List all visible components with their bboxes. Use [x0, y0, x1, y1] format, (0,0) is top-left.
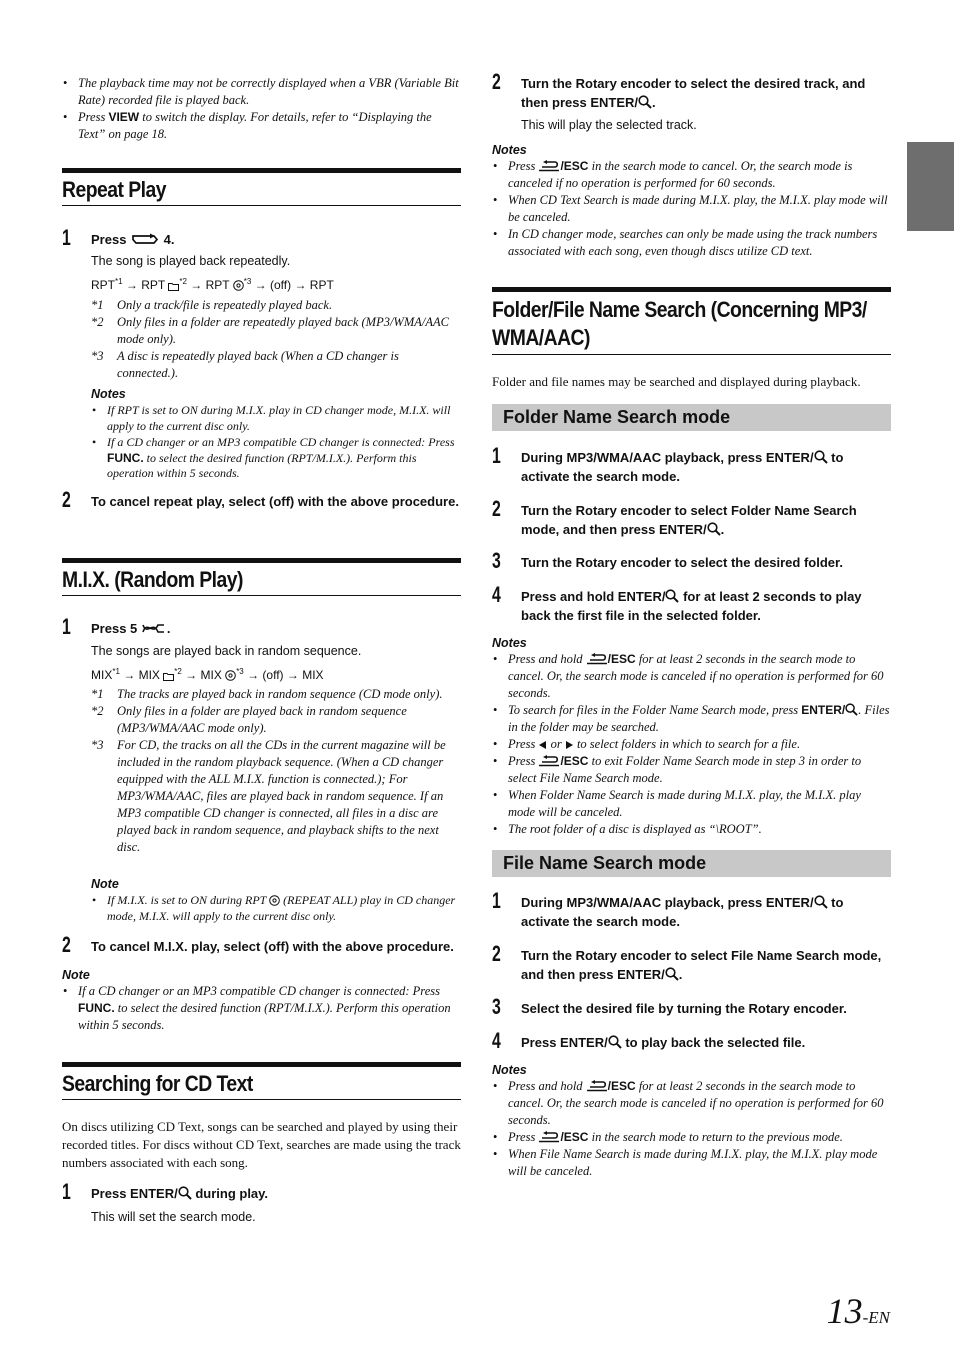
search-icon	[665, 589, 679, 603]
cdtext-step-1	[62, 1180, 461, 1204]
folder-notes	[492, 636, 891, 838]
section-heading-mix	[62, 558, 461, 596]
section-title: M.I.X. (Random Play)	[62, 567, 243, 592]
search-icon	[638, 95, 652, 109]
footnote: *3 For CD, the tracks on all the CDs in the current magazine will be included in the random playback sequence. (When a CD changer equipped with the ALL M.I.X. function is connected.); For MP3/WMA/AAC, files are played back in random sequence. If an MP3 compatible CD changer is connected, all files in a disc are played back in random sequence, and playback shifts to the next disc.	[91, 738, 446, 854]
subheading-title: File Name Search mode	[503, 853, 707, 873]
step-text: Press 4.	[91, 232, 175, 247]
note-item: • The playback time may not be correctly displayed when a VBR (Variable Bit Rate) recorded file is played back.	[62, 75, 461, 109]
step-number: 1	[62, 614, 71, 639]
folder-step-2	[492, 497, 891, 537]
step-number: 2	[492, 496, 501, 521]
step-number: 1	[62, 225, 71, 250]
note-item: • If RPT is set to ON during M.I.X. play in CD changer mode, M.I.X. will apply to the current disc only.	[91, 403, 461, 434]
file-step-2	[492, 942, 891, 982]
step-text: Turn the Rotary encoder to select the desired folder.	[521, 555, 843, 570]
note-item: • Press and hold /ESC for at least 2 seconds in the search mode to cancel. Or, the search mode is canceled if no operation is performed for 60 seconds.	[492, 1078, 891, 1129]
repeat-icon	[130, 233, 160, 246]
return-icon	[538, 160, 560, 172]
subheading-title: Folder Name Search mode	[503, 407, 731, 427]
step-number: 2	[492, 69, 501, 94]
note-item: • Press and hold /ESC for at least 2 seconds in the search mode to cancel. Or, the search mode is canceled if no operation is performed for 60 seconds.	[492, 651, 891, 702]
step-description: The songs are played back in random sequence.	[91, 644, 362, 658]
step-text: During MP3/WMA/AAC playback, press ENTER/ to activate the search mode.	[521, 895, 844, 929]
subheading-folder-mode	[492, 404, 891, 431]
mix-step-1	[62, 615, 461, 639]
notes-heading: Notes	[492, 143, 527, 157]
note-item: • If a CD changer or an MP3 compatible CD changer is connected: Press FUNC. to select the desired function (RPT/M.I.X.). Perform this operation within 5 seconds.	[62, 983, 461, 1034]
note-item: • If M.I.X. is set to ON during RPT (REPEAT ALL) play in CD changer mode, M.I.X. will apply to the current disc only.	[91, 893, 461, 924]
note-item: • When CD Text Search is made during M.I.X. play, the M.I.X. play mode will be canceled.	[492, 192, 891, 226]
note-item: • In CD changer mode, searches can only be made using the track numbers associated with each song, even though discs utilize CD text.	[492, 226, 891, 260]
notes-heading: Note	[62, 968, 90, 982]
file-notes	[492, 1063, 891, 1180]
step-text: Select the desired file by turning the Rotary encoder.	[521, 1001, 847, 1016]
file-step-3	[492, 995, 891, 1019]
step-text: Turn the Rotary encoder to select File Name Search mode, and then press ENTER/ .	[521, 948, 882, 982]
repeat-step-1	[62, 226, 461, 250]
section-heading-cdtext	[62, 1062, 461, 1100]
folder-step-4	[492, 583, 891, 623]
random-icon	[141, 622, 167, 635]
cdtext-notes	[492, 143, 891, 260]
section-tab	[907, 142, 954, 231]
note-item: • Press /ESC to exit Folder Name Search mode in step 3 in order to select File Name Search mode.	[492, 753, 891, 787]
mix-outer-note	[62, 968, 461, 1034]
file-step-4	[492, 1029, 891, 1053]
notes-heading: Notes	[492, 636, 527, 650]
step-description: This will play the selected track.	[521, 118, 697, 132]
step-number: 3	[492, 548, 501, 573]
step-number: 2	[62, 487, 71, 512]
mix-sequence: $MIX^{*1}$ → MIX $^{*2}$ → MIX $^{*3}$ → (off) → MIX	[91, 667, 324, 682]
search-icon	[707, 522, 721, 536]
section-title: Repeat Play	[62, 177, 166, 202]
step-text: During MP3/WMA/AAC playback, press ENTER/ to activate the search mode.	[521, 450, 844, 484]
notes-heading: Notes	[91, 387, 126, 401]
step-number: 1	[492, 443, 501, 468]
step-number: 4	[492, 582, 501, 607]
right-triangle-icon	[565, 740, 574, 750]
folder-step-3	[492, 549, 891, 573]
footnote: *1 The tracks are played back in random sequence (CD mode only).	[91, 687, 443, 701]
note-item: • The root folder of a disc is displayed as “\ROOT”.	[492, 821, 891, 838]
step-text: Turn the Rotary encoder to select the desired track, and then press ENTER/ .	[521, 76, 866, 110]
return-icon	[586, 1080, 608, 1092]
footnote: *2 Only files in a folder are played back in random sequence (MP3/WMA/AAC mode only).	[91, 704, 407, 735]
search-icon	[178, 1186, 192, 1200]
return-icon	[586, 653, 608, 665]
step-number: 1	[492, 888, 501, 913]
repeat-step-2	[62, 488, 461, 528]
step-number: 2	[62, 932, 71, 957]
footnote: *2 Only files in a folder are repeatedly played back (MP3/WMA/AAC mode only).	[91, 315, 449, 346]
page-number: 13-EN	[826, 1291, 890, 1331]
step-number: 1	[62, 1179, 71, 1204]
top-notes	[62, 75, 461, 143]
section-heading-repeat	[62, 168, 461, 206]
step-text: Press 5 .	[91, 621, 171, 636]
search-icon	[665, 967, 679, 981]
step-text: Press ENTER/ to play back the selected file.	[521, 1035, 806, 1050]
step-text: Turn the Rotary encoder to select Folder Name Search mode, and then press ENTER/ .	[521, 503, 857, 537]
step-text: To cancel M.I.X. play, select (off) with the above procedure.	[91, 939, 454, 954]
step-description: The song is played back repeatedly.	[91, 254, 291, 268]
disc-icon	[225, 670, 236, 681]
search-icon	[814, 895, 828, 909]
footnote: *3 A disc is repeatedly played back (When a CD changer is connected.).	[91, 349, 399, 380]
cdtext-intro: On discs utilizing CD Text, songs can be searched and played by using their recorded titles. For discs without CD Text, searches are made using the track numbers associated with each song.	[62, 1119, 461, 1170]
note-item: • To search for files in the Folder Name Search mode, press ENTER/ . Files in the folder may be searched.	[492, 702, 891, 736]
section-heading-folderfile	[492, 287, 891, 355]
file-step-1	[492, 889, 891, 929]
repeat-sequence: $RPT^{*1}$ → RPT $^{*2}$ → RPT $^{*3}$ → (off) → RPT	[91, 277, 334, 292]
note-item: • Press or to select folders in which to search for a file.	[492, 736, 891, 753]
step-text: To cancel repeat play, select (off) with the above procedure.	[91, 494, 459, 509]
mix-footnotes	[91, 686, 461, 856]
folder-icon	[163, 672, 174, 681]
return-icon	[538, 1131, 560, 1143]
repeat-notes	[91, 387, 461, 482]
search-icon	[814, 450, 828, 464]
return-icon	[538, 755, 560, 767]
subheading-file-mode	[492, 850, 891, 877]
step-text: Press ENTER/ during play.	[91, 1186, 269, 1201]
cdtext-step-2	[492, 70, 891, 110]
step-number: 2	[492, 941, 501, 966]
note-item: • Press /ESC in the search mode to return to the previous mode.	[492, 1129, 891, 1146]
step-text: Press and hold ENTER/ for at least 2 seconds to play back the first file in the selected folder.	[521, 589, 862, 623]
step-number: 4	[492, 1028, 501, 1053]
section-title-line2: WMA/AAC)	[492, 325, 590, 350]
repeat-footnotes	[91, 297, 461, 382]
folder-icon	[168, 282, 179, 291]
note-item: • If a CD changer or an MP3 compatible CD changer is connected: Press FUNC. to select the desired function (RPT/M.I.X.). Perform this operation within 5 seconds.	[91, 435, 461, 482]
search-icon	[608, 1035, 622, 1049]
disc-icon	[233, 280, 244, 291]
section-title: Searching for CD Text	[62, 1071, 253, 1096]
section-title: Folder/File Name Search (Concerning MP3/	[492, 297, 867, 322]
folder-step-1	[492, 444, 891, 484]
note-item: • Press VIEW to switch the display. For details, refer to “Displaying the Text” on page 18.	[62, 109, 461, 143]
folderfile-intro: Folder and file names may be searched and displayed during playback.	[492, 374, 861, 389]
note-item: • Press /ESC in the search mode to cancel. Or, the search mode is canceled if no operation is performed for 60 seconds.	[492, 158, 891, 192]
note-item: • When File Name Search is made during M.I.X. play, the M.I.X. play mode will be canceled.	[492, 1146, 891, 1180]
disc-icon	[269, 895, 280, 906]
notes-heading: Note	[91, 877, 119, 891]
mix-inner-note	[91, 877, 461, 924]
step-number: 3	[492, 994, 501, 1019]
step-description: This will set the search mode.	[91, 1210, 256, 1224]
notes-heading: Notes	[492, 1063, 527, 1077]
note-item: • When Folder Name Search is made during M.I.X. play, the M.I.X. play mode will be canceled.	[492, 787, 891, 821]
footnote: *1 Only a track/file is repeatedly played back.	[91, 298, 333, 312]
mix-step-2	[62, 933, 461, 957]
search-icon	[845, 703, 858, 716]
